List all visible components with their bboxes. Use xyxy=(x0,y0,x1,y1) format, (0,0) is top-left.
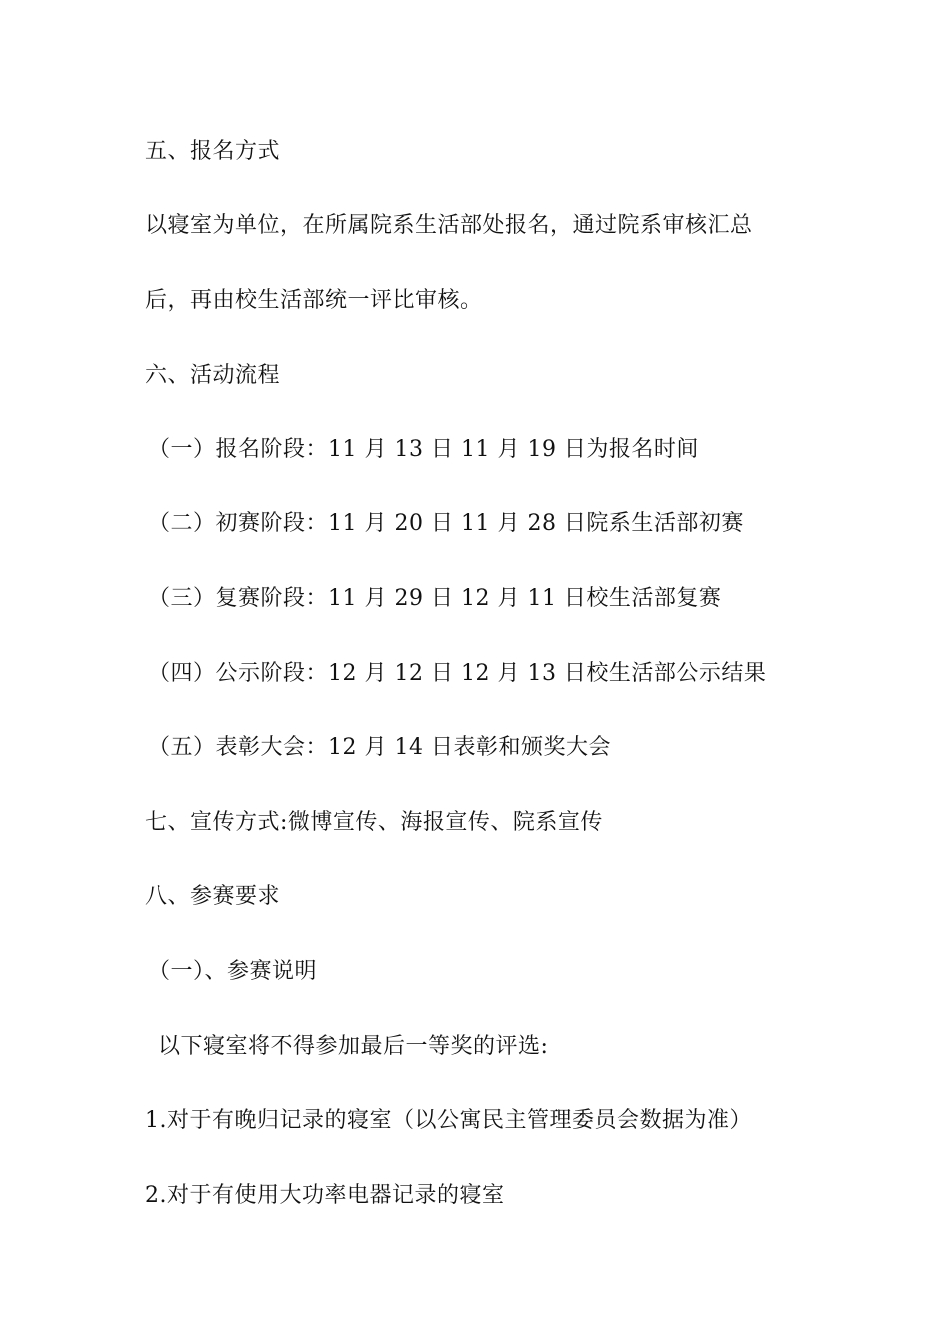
list-item: 1.对于有晚归记录的寝室（以公寓民主管理委员会数据为准） xyxy=(145,1108,752,1133)
process-step-4: （四）公示阶段：12 月 12 日 12 月 13 日校生活部公示结果 xyxy=(148,661,767,686)
section-heading-requirements: 八、参赛要求 xyxy=(145,884,281,909)
process-step-3: （三）复赛阶段：11 月 29 日 12 月 11 日校生活部复赛 xyxy=(148,586,722,611)
process-step-2: （二）初赛阶段：11 月 20 日 11 月 28 日院系生活部初赛 xyxy=(148,511,744,536)
paragraph-line: 以寝室为单位，在所属院系生活部处报名，通过院系审核汇总 xyxy=(145,213,753,238)
subsection-heading: （一）、参赛说明 xyxy=(148,959,318,984)
process-step-5: （五）表彰大会：12 月 14 日表彰和颁奖大会 xyxy=(148,735,611,760)
section-heading-process: 六、活动流程 xyxy=(145,363,281,388)
section-heading-registration: 五、报名方式 xyxy=(145,139,281,164)
paragraph-line: 以下寝室将不得参加最后一等奖的评选: xyxy=(158,1034,549,1059)
paragraph-line: 后，再由校生活部统一评比审核。 xyxy=(145,288,483,313)
section-heading-publicity: 七、宣传方式:微博宣传、海报宣传、院系宣传 xyxy=(145,810,603,835)
process-step-1: （一）报名阶段：11 月 13 日 11 月 19 日为报名时间 xyxy=(148,437,699,462)
list-item: 2.对于有使用大功率电器记录的寝室 xyxy=(145,1183,505,1208)
